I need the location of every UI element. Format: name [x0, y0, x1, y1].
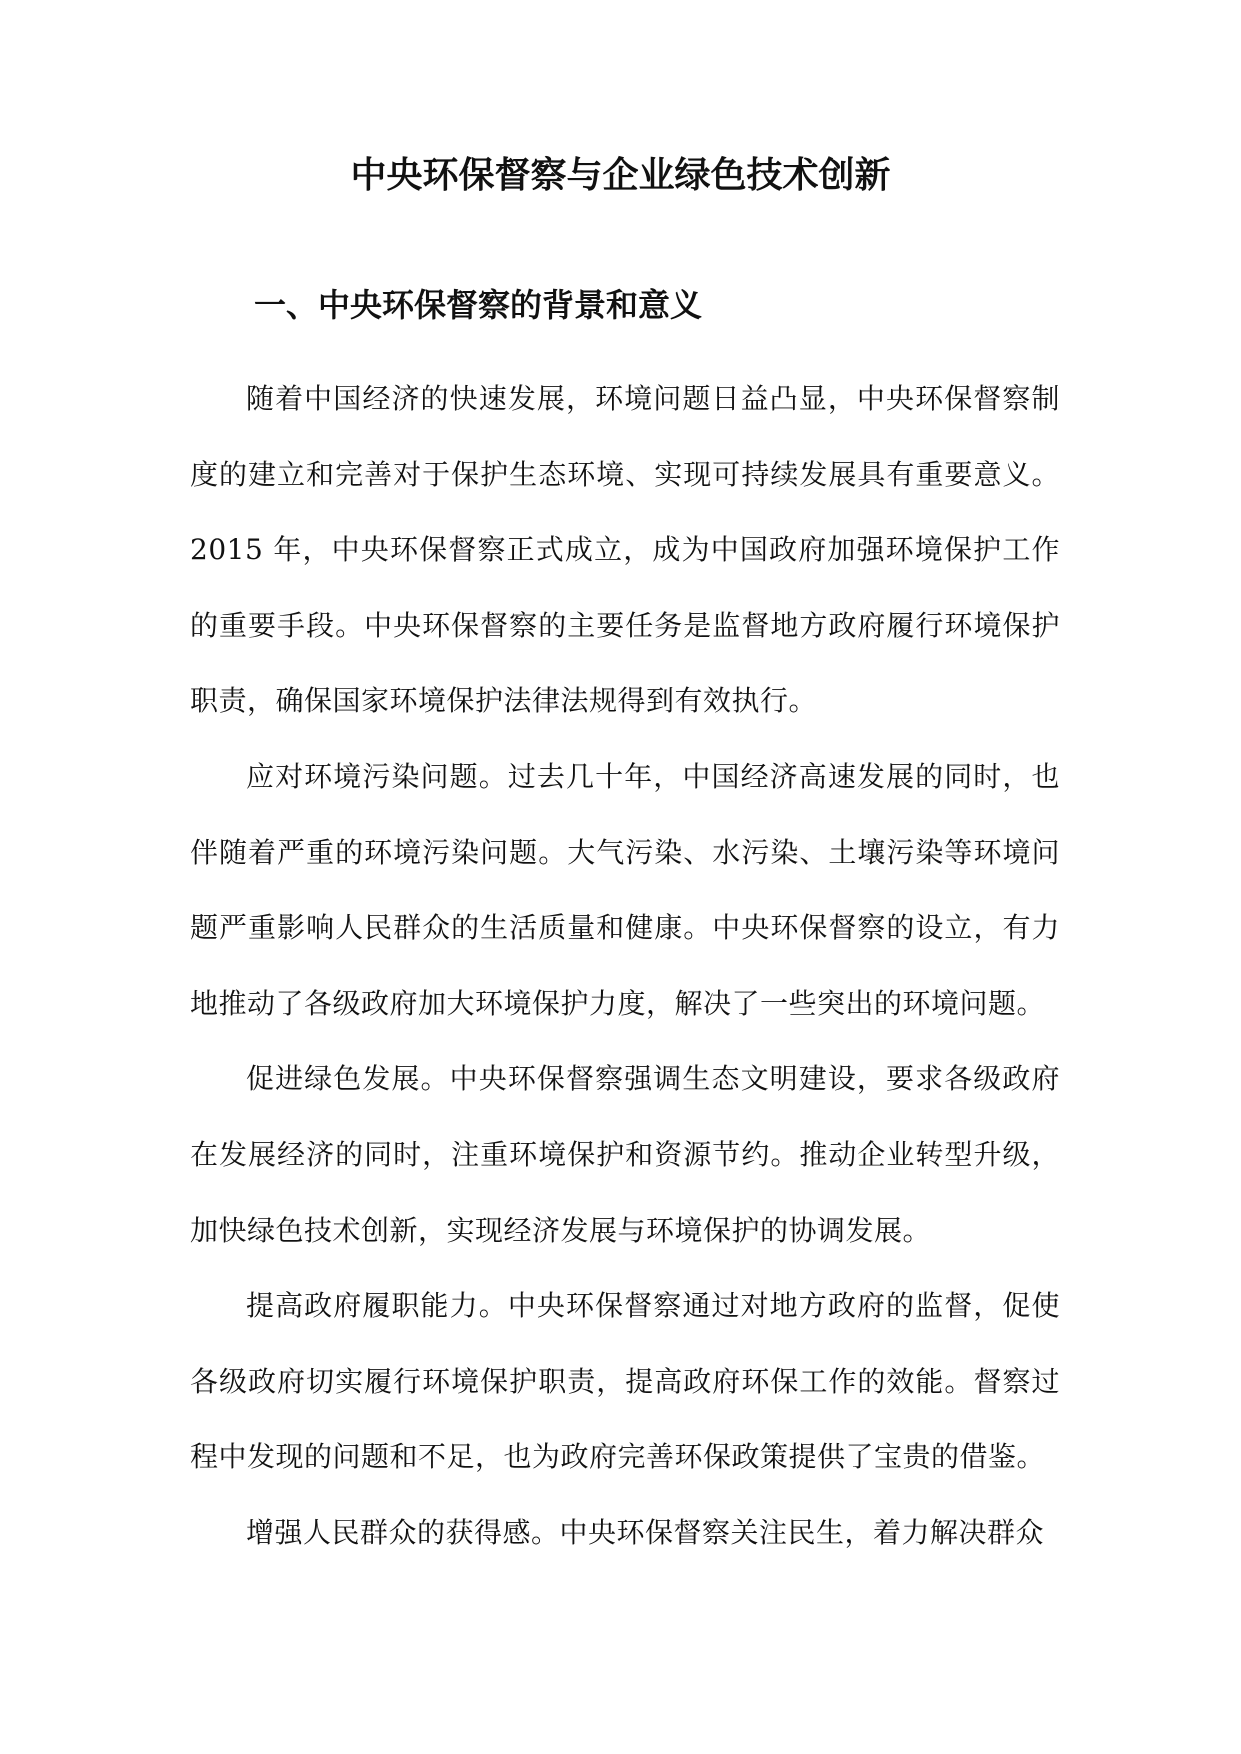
paragraph-public-benefit: 增强人民群众的获得感。中央环保督察关注民生，着力解决群众 [246, 1515, 1045, 1549]
document-title: 中央环保督察与企业绿色技术创新 [350, 155, 891, 196]
section-heading: 一、中央环保督察的背景和意义 [254, 286, 703, 324]
paragraph-government-capacity: 提高政府履职能力。中央环保督察通过对地方政府的监督，促使各级政府切实履行环境保护职责，提高政府环保工作的效能。督察过程中发现的问题和不足，也为政府完善环保政策提供了宝贵的借鉴。 [190, 1289, 1060, 1474]
paragraph-green-development: 促进绿色发展。中央环保督察强调生态文明建设，要求各级政府在发展经济的同时，注重环境保护和资源节约。推动企业转型升级，加快绿色技术创新，实现经济发展与环境保护的协调发展。 [190, 1062, 1060, 1247]
paragraph-background: 随着中国经济的快速发展，环境问题日益凸显，中央环保督察制度的建立和完善对于保护生态环境、实现可持续发展具有重要意义。2015 年，中央环保督察正式成立，成为中国政府加强环境保护工作的重要手段。中央环保督察的主要任务是监督地方政府履行环境保护职责，确保国家环境保护法律法规得到有效执行。 [190, 382, 1060, 718]
paragraph-pollution: 应对环境污染问题。过去几十年，中国经济高速发展的同时，也伴随着严重的环境污染问题。大气污染、水污染、土壤污染等环境问题严重影响人民群众的生活质量和健康。中央环保督察的设立，有力地推动了各级政府加大环境保护力度，解决了一些突出的环境问题。 [190, 759, 1060, 1020]
body-text [190, 361, 1060, 1571]
